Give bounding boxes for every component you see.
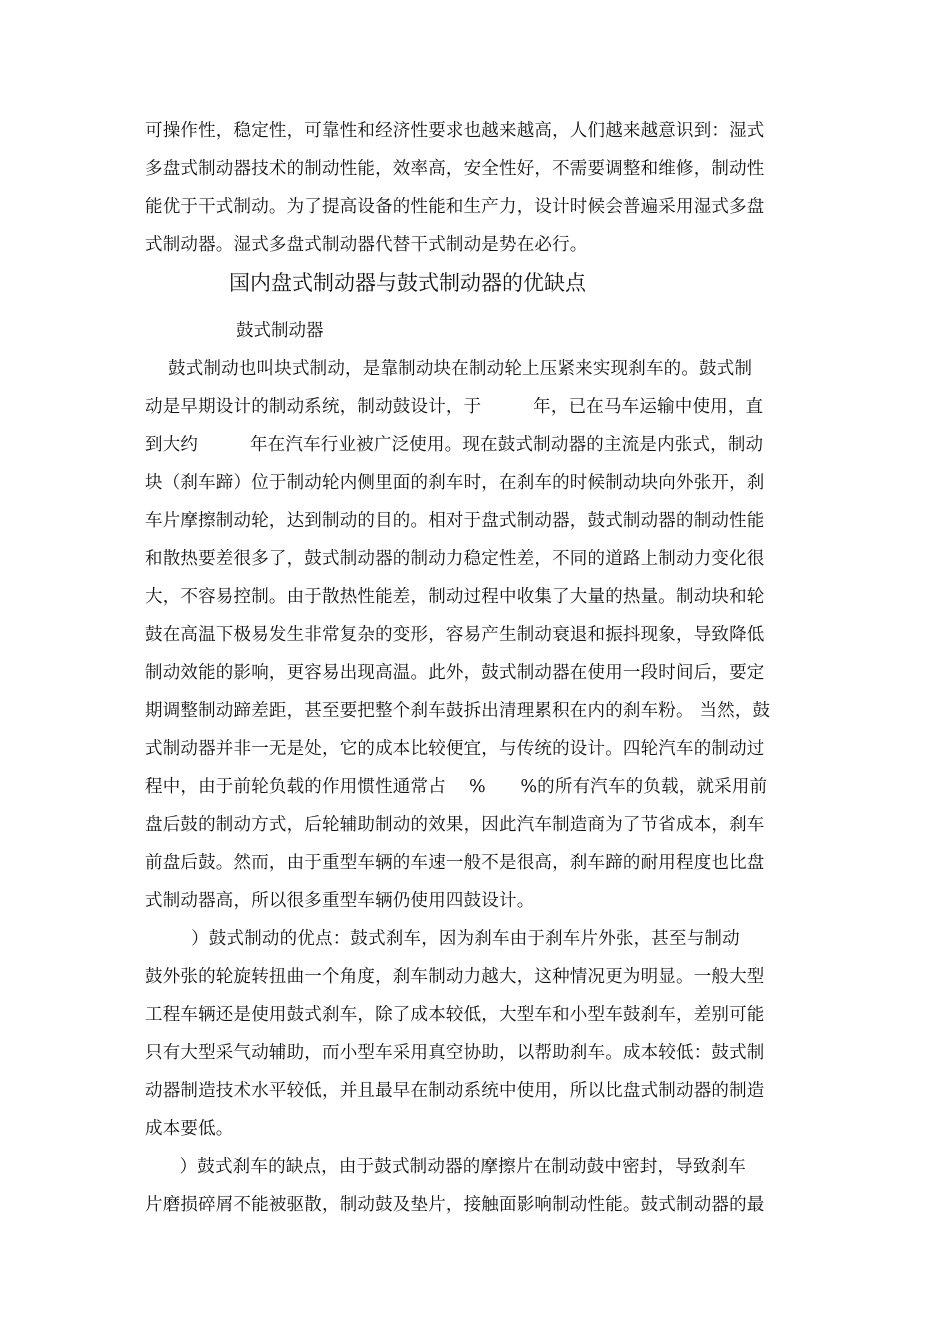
advantages-line-1: ）鼓式制动的优点：鼓式刹车，因为刹车由于刹车片外张，甚至与制动: [145, 929, 740, 949]
body-line-13: 盘后鼓的制动方式，后轮辅助制动的效果，因此汽车制造商为了节省成本，刹车: [145, 815, 765, 835]
body-line-14: 前盘后鼓。然而，由于重型车辆的车速一般不是很高，刹车蹄的耐用程度也比盘: [145, 853, 765, 873]
body-line-12: 程中，由于前轮负载的作用惯性通常占 % %的所有汽车的负载，就采用前: [145, 777, 768, 797]
body-line-5: 车片摩擦制动轮，达到制动的目的。相对于盘式制动器，鼓式制动器的制动性能: [145, 511, 765, 531]
body-line-10: 期调整制动蹄差距，甚至要把整个刹车鼓拆出清理累积在内的刹车粉。 当然，鼓: [145, 701, 771, 721]
body-line-4: 块（刹车蹄）位于制动轮内侧里面的刹车时，在刹车的时候制动块向外张开，刹: [145, 473, 765, 493]
body-line-3: 到大约 年在汽车行业被广泛使用。现在鼓式制动器的主流是内张式，制动: [145, 435, 764, 455]
advantages-line-6: 成本要低。: [145, 1119, 234, 1139]
body-line-6: 和散热要差很多了，鼓式制动器的制动力稳定性差，不同的道路上制动力变化很: [145, 549, 765, 569]
body-line-1: 鼓式制动也叫块式制动，是靠制动块在制动轮上压紧来实现刹车的。鼓式制: [145, 359, 753, 379]
body-line-2: 动是早期设计的制动系统，制动鼓设计，于 年，已在马车运输中使用，直: [145, 397, 764, 417]
advantages-line-5: 动器制造技术水平较低，并且最早在制动系统中使用，所以比盘式制动器的制造: [145, 1081, 765, 1101]
body-line-9: 制动效能的影响，更容易出现高温。此外，鼓式制动器在使用一段时间后，要定: [145, 663, 765, 683]
intro-line-3: 能优于干式制动。为了提高设备的性能和生产力，设计时候会普遍采用湿式多盘: [145, 197, 765, 217]
disadvantages-line-2: 片磨损碎屑不能被驱散，制动鼓及垫片，接触面影响制动性能。鼓式制动器的最: [145, 1195, 765, 1215]
advantages-line-4: 只有大型采气动辅助，而小型车采用真空协助，以帮助刹车。成本较低：鼓式制: [145, 1043, 765, 1063]
advantages-line-2: 鼓外张的轮旋转扭曲一个角度，刹车制动力越大，这种情况更为明显。一般大型: [145, 967, 765, 987]
advantages-line-3: 工程车辆还是使用鼓式刹车，除了成本较低，大型车和小型车鼓刹车，差别可能: [145, 1005, 765, 1025]
intro-line-4: 式制动器。湿式多盘式制动器代替干式制动是势在必行。: [145, 235, 588, 255]
section-title: 国内盘式制动器与鼓式制动器的优缺点: [229, 271, 586, 295]
disadvantages-line-1: ）鼓式刹车的缺点，由于鼓式制动器的摩擦片在制动鼓中密封，导致刹车: [145, 1157, 746, 1177]
body-line-7: 大，不容易控制。由于散热性能差，制动过程中收集了大量的热量。制动块和轮: [145, 587, 765, 607]
body-line-15: 式制动器高，所以很多重型车辆仍使用四鼓设计。: [145, 891, 535, 911]
intro-line-2: 多盘式制动器技术的制动性能，效率高，安全性好，不需要调整和维修，制动性: [145, 159, 765, 179]
subsection-title: 鼓式制动器: [236, 321, 324, 341]
body-line-8: 鼓在高温下极易发生非常复杂的变形，容易产生制动衰退和振抖现象，导致降低: [145, 625, 765, 645]
intro-line-1: 可操作性，稳定性，可靠性和经济性要求也越来越高，人们越来越意识到：湿式: [145, 121, 765, 141]
body-line-11: 式制动器并非一无是处，它的成本比较便宜，与传统的设计。四轮汽车的制动过: [145, 739, 765, 759]
